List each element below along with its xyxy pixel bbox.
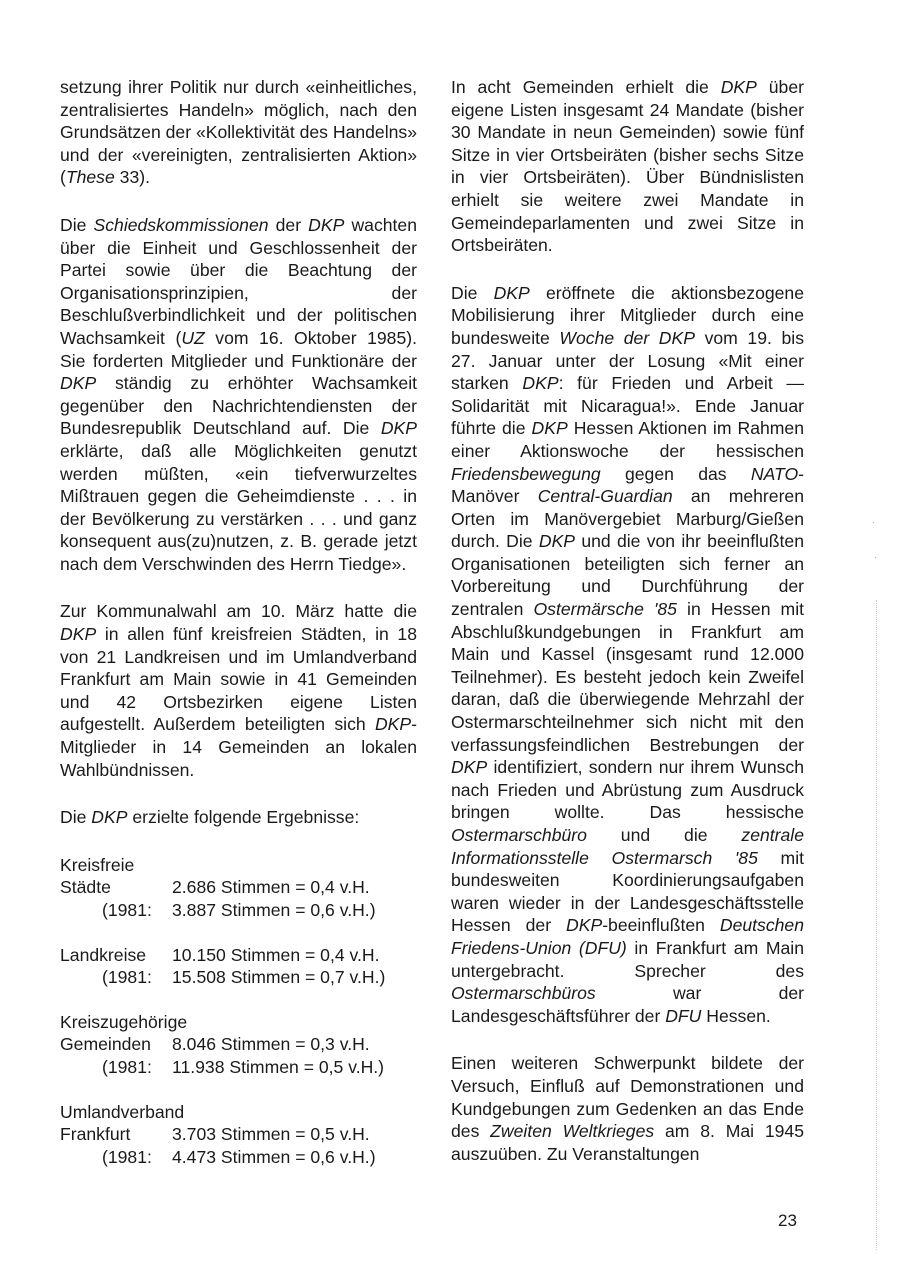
result-prev-label: (1981: xyxy=(102,900,152,920)
text-run: Hessen. xyxy=(701,1005,771,1026)
scan-mark: · xyxy=(872,517,875,527)
text-run: erzielte folgende Ergebnisse: xyxy=(127,807,360,828)
text-run: vom 19. bis 27. Januar unter der Losung «Mit einer starken xyxy=(451,327,804,394)
text-run: Zur Kommunalwahl am 10. März hatte die xyxy=(60,601,417,622)
text-run: und die von ihr beeinflußten Organisationen beteiligten sich ferner an Vorbereitung und Durchführung der zentralen xyxy=(451,531,805,620)
result-row xyxy=(60,876,417,899)
text-run: wachten über die Einheit und Geschlossenheit der Partei sowie über die Beachtung der Organisationsprinzipien, der Beschlußverbindlichkeit und der politischen Wachsamkeit ( xyxy=(60,214,417,348)
result-prev-label: (1981: xyxy=(102,967,152,988)
text-run: der xyxy=(268,214,309,235)
text-run: an mehreren Orten im Manövergebiet Marburg/Gießen durch. Die xyxy=(451,486,804,552)
paragraph xyxy=(451,76,804,257)
italic-text: Friedensbewegung xyxy=(451,463,601,484)
result-kreisfreie-staedte xyxy=(60,854,417,922)
italic-text: DKP xyxy=(531,418,568,439)
result-row-1981 xyxy=(60,966,417,989)
left-column xyxy=(60,76,417,1190)
paragraph xyxy=(451,1052,804,1165)
result-value: 2.686 Stimmen = 0,4 v.H. xyxy=(172,877,370,898)
text-run: identifiziert, sondern nur ihrem Wunsch nach Frieden und Abrüstung zum Ausdruck bringen wollte. Das hessische xyxy=(451,757,804,823)
text-run: erklärte, daß alle Möglichkeiten genutzt werden müßten, «ein tiefverwurzeltes Mißtrauen gegen die Geheimdienste . . . in der Bevölkerung zu verstärken . . . und ganz konsequent aus(zu)nutzen, z. B. gerade jetzt nach dem Verschwinden des Herrn Tiedge». xyxy=(60,440,417,574)
result-prev-value: 11.938 Stimmen = 0,5 v.H.) xyxy=(172,1056,385,1077)
italic-text: DKP xyxy=(493,282,530,303)
italic-text: DKP xyxy=(60,373,97,394)
text-run: -beeinflußten xyxy=(602,915,720,936)
italic-text: DKP xyxy=(60,624,97,645)
paragraph xyxy=(451,282,804,1028)
text-run: am 8. Mai 1945 auszuüben. Zu Veranstaltungen xyxy=(451,1121,804,1164)
italic-text: DKP xyxy=(380,418,417,439)
italic-text: DFU xyxy=(665,1005,702,1026)
result-label: Landkreise xyxy=(60,944,147,965)
result-row-1981 xyxy=(60,1146,417,1169)
result-landkreise xyxy=(60,944,417,989)
italic-text: DKP xyxy=(538,531,576,552)
italic-text: DKP xyxy=(308,214,345,235)
paragraph xyxy=(60,806,417,829)
scan-edge-line xyxy=(876,600,877,1250)
paragraph xyxy=(60,600,417,781)
text-run: vom 16. Oktober 1985). Sie forderten Mitglieder und Funktionäre der xyxy=(60,327,417,371)
text-run: In acht Gemeinden erhielt die xyxy=(451,77,721,97)
result-prev-label: (1981: xyxy=(102,1146,152,1167)
result-row-1981 xyxy=(60,899,417,922)
result-label: Frankfurt xyxy=(60,1124,131,1145)
italic-text: zentrale Informationsstelle Ostermarsch '85 xyxy=(451,825,804,868)
result-value: 3.703 Stimmen = 0,5 v.H. xyxy=(172,1124,370,1145)
italic-text: UZ xyxy=(181,327,205,348)
italic-text: Ostermarschbüro xyxy=(451,825,587,845)
italic-text: Deutschen Friedens-Union (DFU) xyxy=(451,915,804,958)
result-heading: Kreiszugehörige xyxy=(60,1011,188,1032)
italic-text: Woche der DKP xyxy=(559,327,695,348)
paragraph xyxy=(60,214,417,576)
result-label: Gemeinden xyxy=(60,1034,151,1055)
text-run: : für Frieden und Arbeit — Solidarität mit Nicaragua!». Ende Januar führte die xyxy=(451,373,805,439)
result-row xyxy=(60,1033,417,1056)
text-run: Die xyxy=(451,282,494,303)
text-run: in allen fünf kreisfreien Städten, in 18 von 21 Landkreisen und im Umlandverband Frankfurt am Main sowie in 41 Gemeinden und 42 Ortsbezirken eigene Listen aufgestellt. Außerdem beteiligten sich xyxy=(60,624,417,735)
text-run: mit bundesweiten Koordinierungsaufgaben waren wieder in der Landesgeschäftsstelle Hessen der xyxy=(451,847,805,936)
text-run: war der Landesgeschäftsführer der xyxy=(451,983,804,1026)
result-value: 10.150 Stimmen = 0,4 v.H. xyxy=(172,944,380,965)
italic-text: DKP xyxy=(374,714,412,735)
result-heading: Umlandverband xyxy=(60,1101,185,1122)
result-row xyxy=(60,1123,417,1146)
italic-text: Ostermärsche '85 xyxy=(533,599,677,620)
result-prev-value: 4.473 Stimmen = 0,6 v.H.) xyxy=(172,1146,376,1167)
result-prev-value: 15.508 Stimmen = 0,7 v.H.) xyxy=(172,967,386,988)
text-run: Die xyxy=(60,214,94,235)
result-umlandverband-frankfurt xyxy=(60,1101,417,1169)
text-run: Hessen Aktionen im Rahmen einer Aktionswoche der hessischen xyxy=(451,418,804,461)
text-run: gegen das xyxy=(600,463,751,484)
italic-text: These xyxy=(65,167,115,188)
result-row xyxy=(60,944,417,967)
result-prev-value: 3.887 Stimmen = 0,6 v.H.) xyxy=(172,900,376,920)
text-run: -Manöver xyxy=(451,463,804,507)
text-run: in Hessen mit Abschlußkundgebungen in Frankfurt am Main und Kassel (insgesamt rund 12.000 Teilnehmer). Es besteht jedoch kein Zweifel daran, daß die überwiegende Mehrzahl der Ostermarschteilnehmer sich nicht mit den verfassungsfeindlichen Bestrebungen der xyxy=(451,599,805,755)
page-number: 23 xyxy=(778,1211,797,1230)
result-kreiszugehoerige-gemeinden xyxy=(60,1011,417,1079)
italic-text: Central-Guardian xyxy=(537,486,673,507)
text-run: eröffnete die aktionsbezogene Mobilisierung ihrer Mitglieder durch eine bundesweite xyxy=(451,282,804,348)
italic-text: DKP xyxy=(91,807,128,828)
paragraph xyxy=(60,76,417,189)
italic-text: DKP xyxy=(451,757,488,778)
text-run: über eigene Listen insgesamt 24 Mandate (bisher 30 Mandate in neun Gemeinden) sowie fünf Sitze in vier Ortsbeiräten (bisher sechs Sitze in vier Ortsbeiräten). Über Bündnislisten erhielt sie weitere zwei Mandate in Gemeindeparlamenten und zwei Sitze in Ortsbeiräten. xyxy=(451,77,804,256)
text-run: 33). xyxy=(114,167,150,188)
text-run: setzung ihrer Politik nur durch «einheitliches, zentralisiertes Handeln» möglich, nach den Grundsätzen der «Kollektivität des Handelns» und der «vereinigten, zentralisierten Aktion» ( xyxy=(60,77,417,188)
italic-text: DKP xyxy=(566,915,603,936)
result-prev-label: (1981: xyxy=(102,1056,152,1077)
text-run: ständig zu erhöhter Wachsamkeit gegenüber den Nachrichtendiensten der Bundesrepublik Deutschland auf. Die xyxy=(60,373,417,439)
scan-mark: · xyxy=(874,552,877,562)
result-heading: Kreisfreie xyxy=(60,854,135,875)
text-run: und die xyxy=(586,825,742,845)
text-run: -Mitglieder in 14 Gemeinden an lokalen Wahlbündnissen. xyxy=(60,714,417,780)
italic-text: NATO xyxy=(750,463,799,484)
right-column xyxy=(451,76,804,1165)
result-label: Städte xyxy=(60,877,111,898)
italic-text: DKP xyxy=(522,373,559,394)
result-row-1981 xyxy=(60,1056,417,1079)
text-run: in Frankfurt am Main untergebracht. Sprecher des xyxy=(451,937,804,981)
italic-text: DKP xyxy=(720,77,757,97)
italic-text: Ostermarschbüros xyxy=(451,983,596,1004)
italic-text: Zweiten Weltkrieges xyxy=(490,1121,655,1142)
italic-text: Schiedskommissionen xyxy=(93,214,269,235)
text-run: Einen weiteren Schwerpunkt bildete der Versuch, Einfluß auf Demonstrationen und Kundgebungen zum Gedenken an das Ende des xyxy=(451,1053,804,1142)
text-run: Die xyxy=(60,807,92,828)
result-value: 8.046 Stimmen = 0,3 v.H. xyxy=(172,1034,370,1055)
